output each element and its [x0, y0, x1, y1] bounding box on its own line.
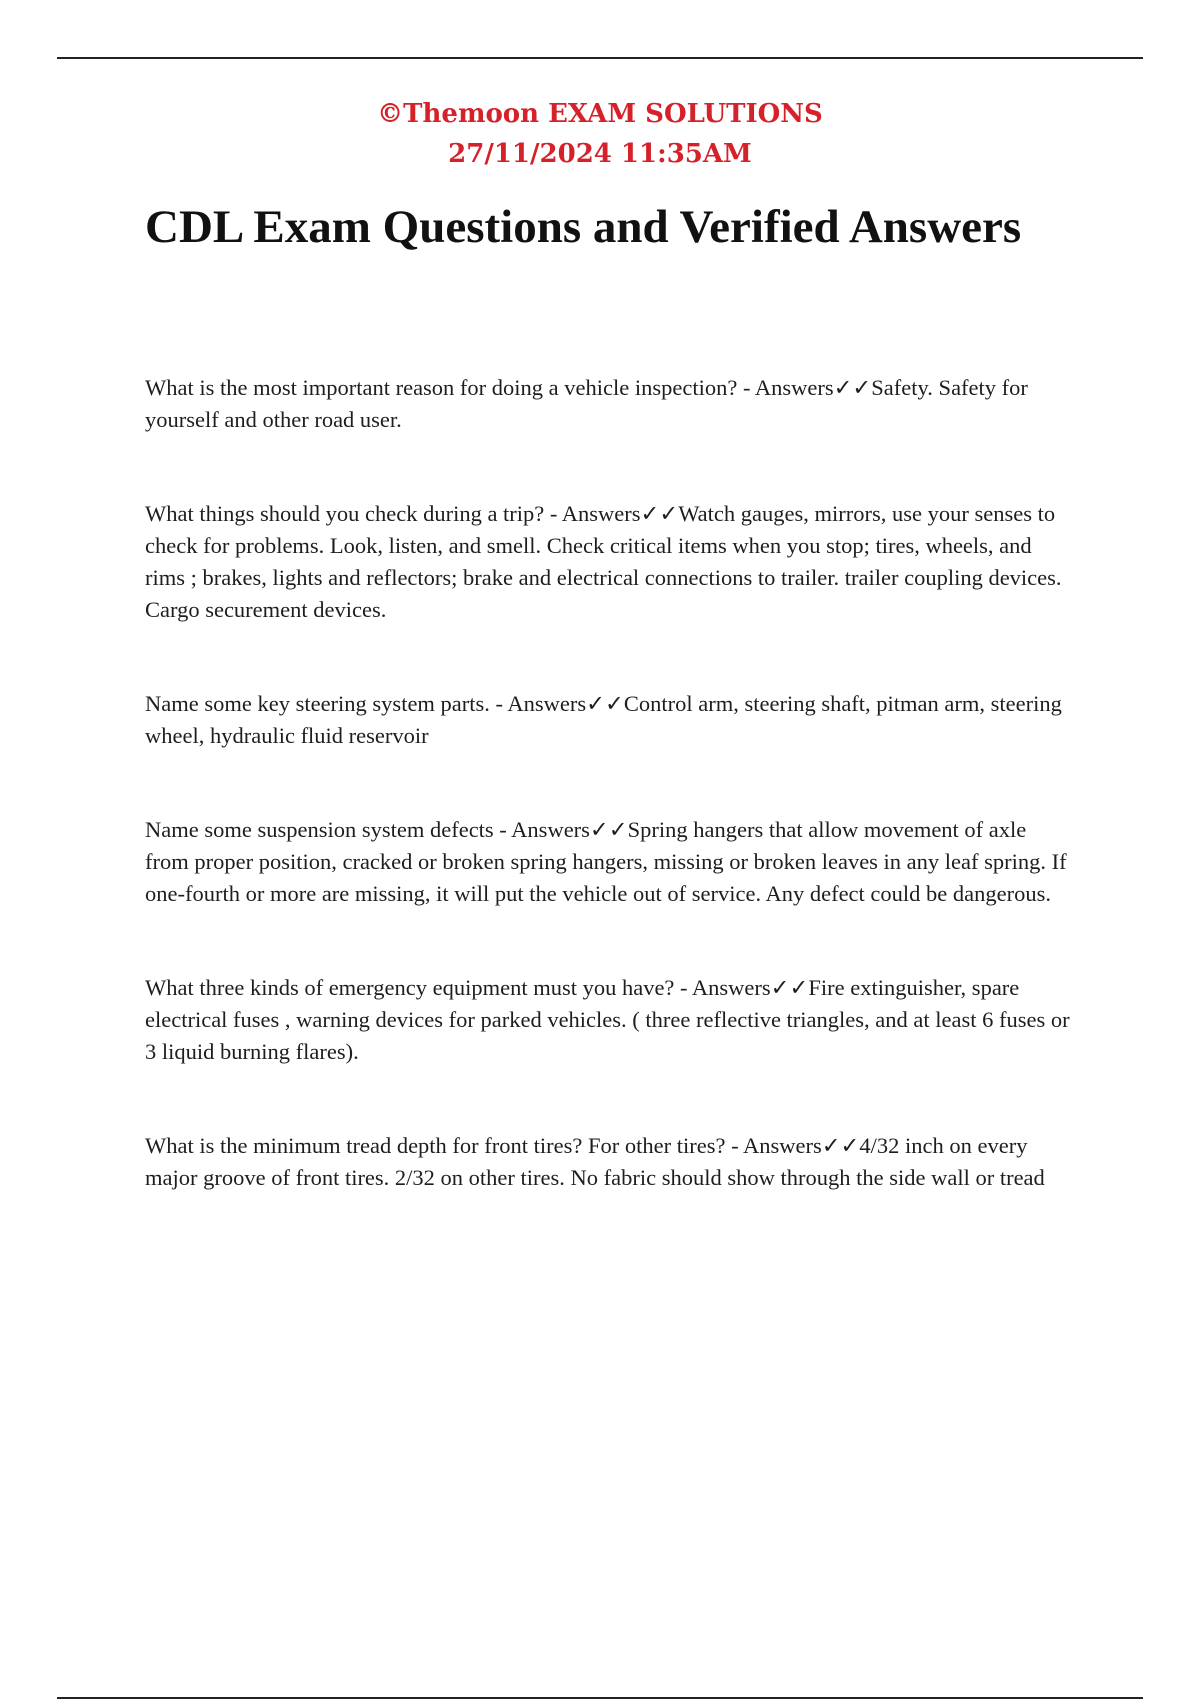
watermark-brand: ©Themoon EXAM SOLUTIONS — [377, 99, 823, 129]
top-rule — [57, 57, 1143, 59]
qa-item: What is the most important reason for doing a vehicle inspection? - Answers✓✓Safety. Safety for yourself and other road user. — [145, 375, 1028, 432]
watermark-timestamp: 27/11/2024 11:35AM — [448, 139, 752, 169]
qa-item: Name some suspension system defects - Answers✓✓Spring hangers that allow movement of axle from proper position, cracked or broken spring hangers, missing or broken leaves in any leaf spring. If one-fourth or more are missing, it will put the vehicle out of service. Any defect could be dangerous. — [145, 817, 1067, 906]
qa-item: What things should you check during a trip? - Answers✓✓Watch gauges, mirrors, use your senses to check for problems. Look, listen, and smell. Check critical items when you stop; tires, wheels, and rims ; brakes, lights and reflectors; brake and electrical connections to trailer. trailer coupling devices. Cargo securement devices. — [145, 501, 1062, 622]
qa-list — [145, 372, 1075, 1256]
qa-item: What is the minimum tread depth for front tires? For other tires? - Answers✓✓4/32 inch on every major groove of front tires. 2/32 on other tires. No fabric should show through the side wall or tread — [145, 1133, 1045, 1190]
document-title: CDL Exam Questions and Verified Answers — [145, 201, 1022, 253]
qa-item: What three kinds of emergency equipment must you have? - Answers✓✓Fire extinguisher, spare electrical fuses , warning devices for parked vehicles. ( three reflective triangles, and at least 6 fuses or 3 liquid burning flares). — [145, 975, 1070, 1064]
qa-item: Name some key steering system parts. - Answers✓✓Control arm, steering shaft, pitman arm, steering wheel, hydraulic fluid reservoir — [145, 691, 1062, 748]
watermark — [0, 94, 1200, 174]
bottom-rule — [57, 1697, 1143, 1699]
